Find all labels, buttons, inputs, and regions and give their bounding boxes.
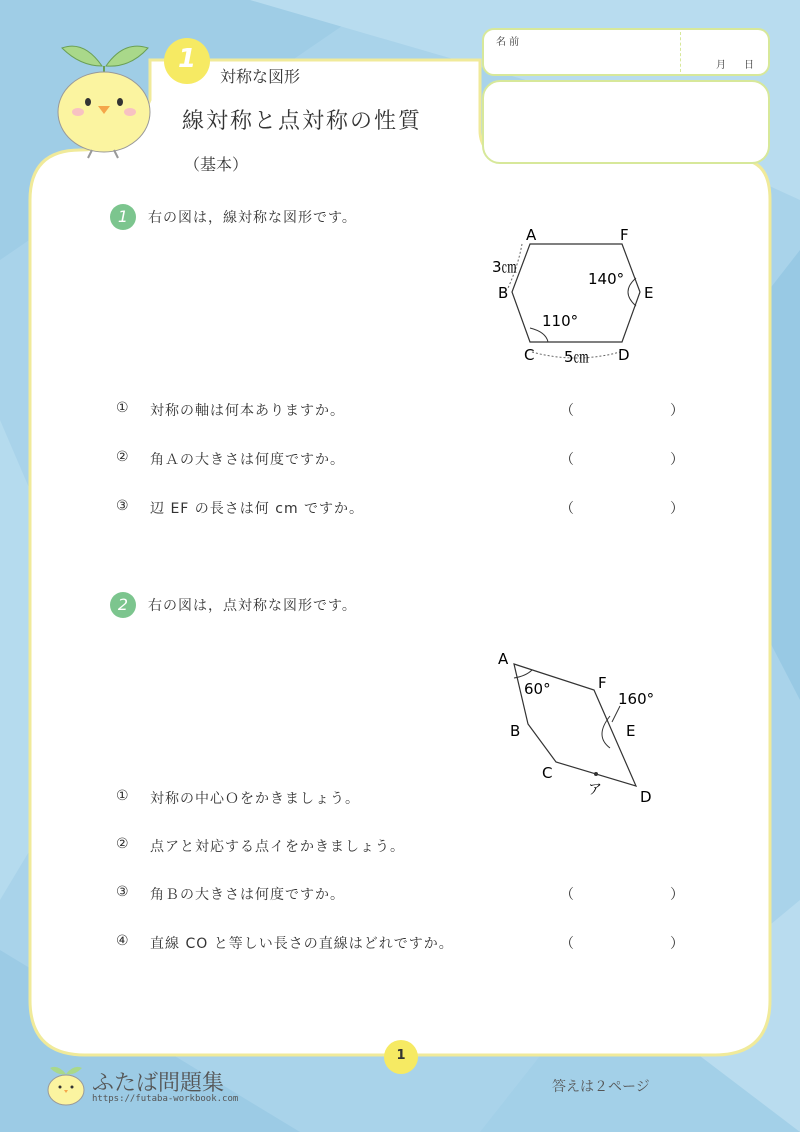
q2-1-text: 対称の中心Ｏをかきましょう。: [150, 791, 360, 807]
para-angle-a: 60°: [524, 680, 551, 698]
hex-label-e: E: [644, 284, 654, 302]
para-label-b: B: [510, 722, 521, 740]
unit-number-badge: [164, 38, 210, 84]
q2-2-mark: ②: [116, 836, 129, 852]
mascot-chick-icon: [44, 36, 164, 160]
page-number: 1: [396, 1048, 406, 1063]
q2-3-text: 角Ｂの大きさは何度ですか。: [150, 887, 345, 903]
q2-4-mark: ④: [116, 933, 129, 949]
date-divider: [680, 32, 681, 72]
parallelogram-figure: [486, 642, 666, 812]
month-label: 月: [716, 60, 726, 71]
section-1-number: 1: [110, 204, 136, 230]
q1-1-answer-open[interactable]: （: [560, 403, 574, 419]
q1-1-answer-close[interactable]: ）: [670, 403, 684, 419]
hex-length-cd: 5㎝: [564, 348, 589, 366]
q2-3-mark: ③: [116, 884, 129, 900]
hex-length-ab: 3㎝: [492, 258, 517, 276]
para-label-c: C: [542, 764, 553, 782]
unit-number: 1: [177, 44, 197, 74]
para-label-f: F: [598, 674, 607, 692]
para-label-e: E: [626, 722, 636, 740]
q1-3-answer-close[interactable]: ）: [670, 501, 684, 517]
name-box[interactable]: [482, 28, 770, 76]
footer-logo-icon: [44, 1064, 88, 1108]
q1-1-text: 対称の軸は何本ありますか。: [150, 403, 345, 419]
para-label-point-a: ア: [588, 782, 602, 798]
score-box[interactable]: [482, 80, 770, 164]
day-label: 日: [744, 60, 754, 71]
q2-3-answer-open[interactable]: （: [560, 887, 574, 903]
footer-url[interactable]: https://futaba-workbook.com: [92, 1094, 239, 1104]
q1-3-mark: ③: [116, 498, 129, 514]
q2-4-text: 直線 CO と等しい長さの直線はどれですか。: [150, 936, 454, 952]
para-angle-e: 160°: [618, 690, 655, 708]
q2-4-answer-open[interactable]: （: [560, 936, 574, 952]
q2-4-answer-close[interactable]: ）: [670, 936, 684, 952]
q1-3-text: 辺 EF の長さは何 cm ですか。: [150, 501, 365, 517]
q2-1-mark: ①: [116, 788, 129, 804]
level-label: （基本）: [184, 155, 249, 174]
hex-angle-e: 140°: [588, 270, 625, 288]
q1-3-answer-open[interactable]: （: [560, 501, 574, 517]
para-label-d: D: [640, 788, 652, 806]
unit-title: 対称な図形: [220, 67, 301, 86]
q2-2-text: 点アと対応する点イをかきましょう。: [150, 839, 405, 855]
page-number-badge: [384, 1040, 418, 1074]
hex-label-d: D: [618, 346, 630, 364]
q1-2-text: 角Ａの大きさは何度ですか。: [150, 452, 345, 468]
section-2-instruction: 右の図は，点対称な図形です。: [148, 598, 357, 614]
section-2-number: 2: [110, 592, 136, 618]
hex-label-c: C: [524, 346, 535, 364]
name-label: 名 前: [496, 37, 520, 48]
page-title: 線対称と点対称の性質: [182, 109, 423, 134]
q1-2-answer-open[interactable]: （: [560, 452, 574, 468]
hex-label-b: B: [498, 284, 509, 302]
hex-label-a: A: [526, 226, 537, 244]
answer-note: 答えは２ページ: [552, 1079, 650, 1095]
para-label-a: A: [498, 650, 509, 668]
hex-angle-c: 110°: [542, 312, 579, 330]
q1-2-answer-close[interactable]: ）: [670, 452, 684, 468]
q1-1-mark: ①: [116, 400, 129, 416]
section-1-instruction: 右の図は，線対称な図形です。: [148, 210, 357, 226]
q2-3-answer-close[interactable]: ）: [670, 887, 684, 903]
q1-2-mark: ②: [116, 449, 129, 465]
hexagon-figure: [480, 222, 670, 372]
hex-label-f: F: [620, 226, 629, 244]
footer-brand: ふたば問題集: [92, 1071, 225, 1096]
